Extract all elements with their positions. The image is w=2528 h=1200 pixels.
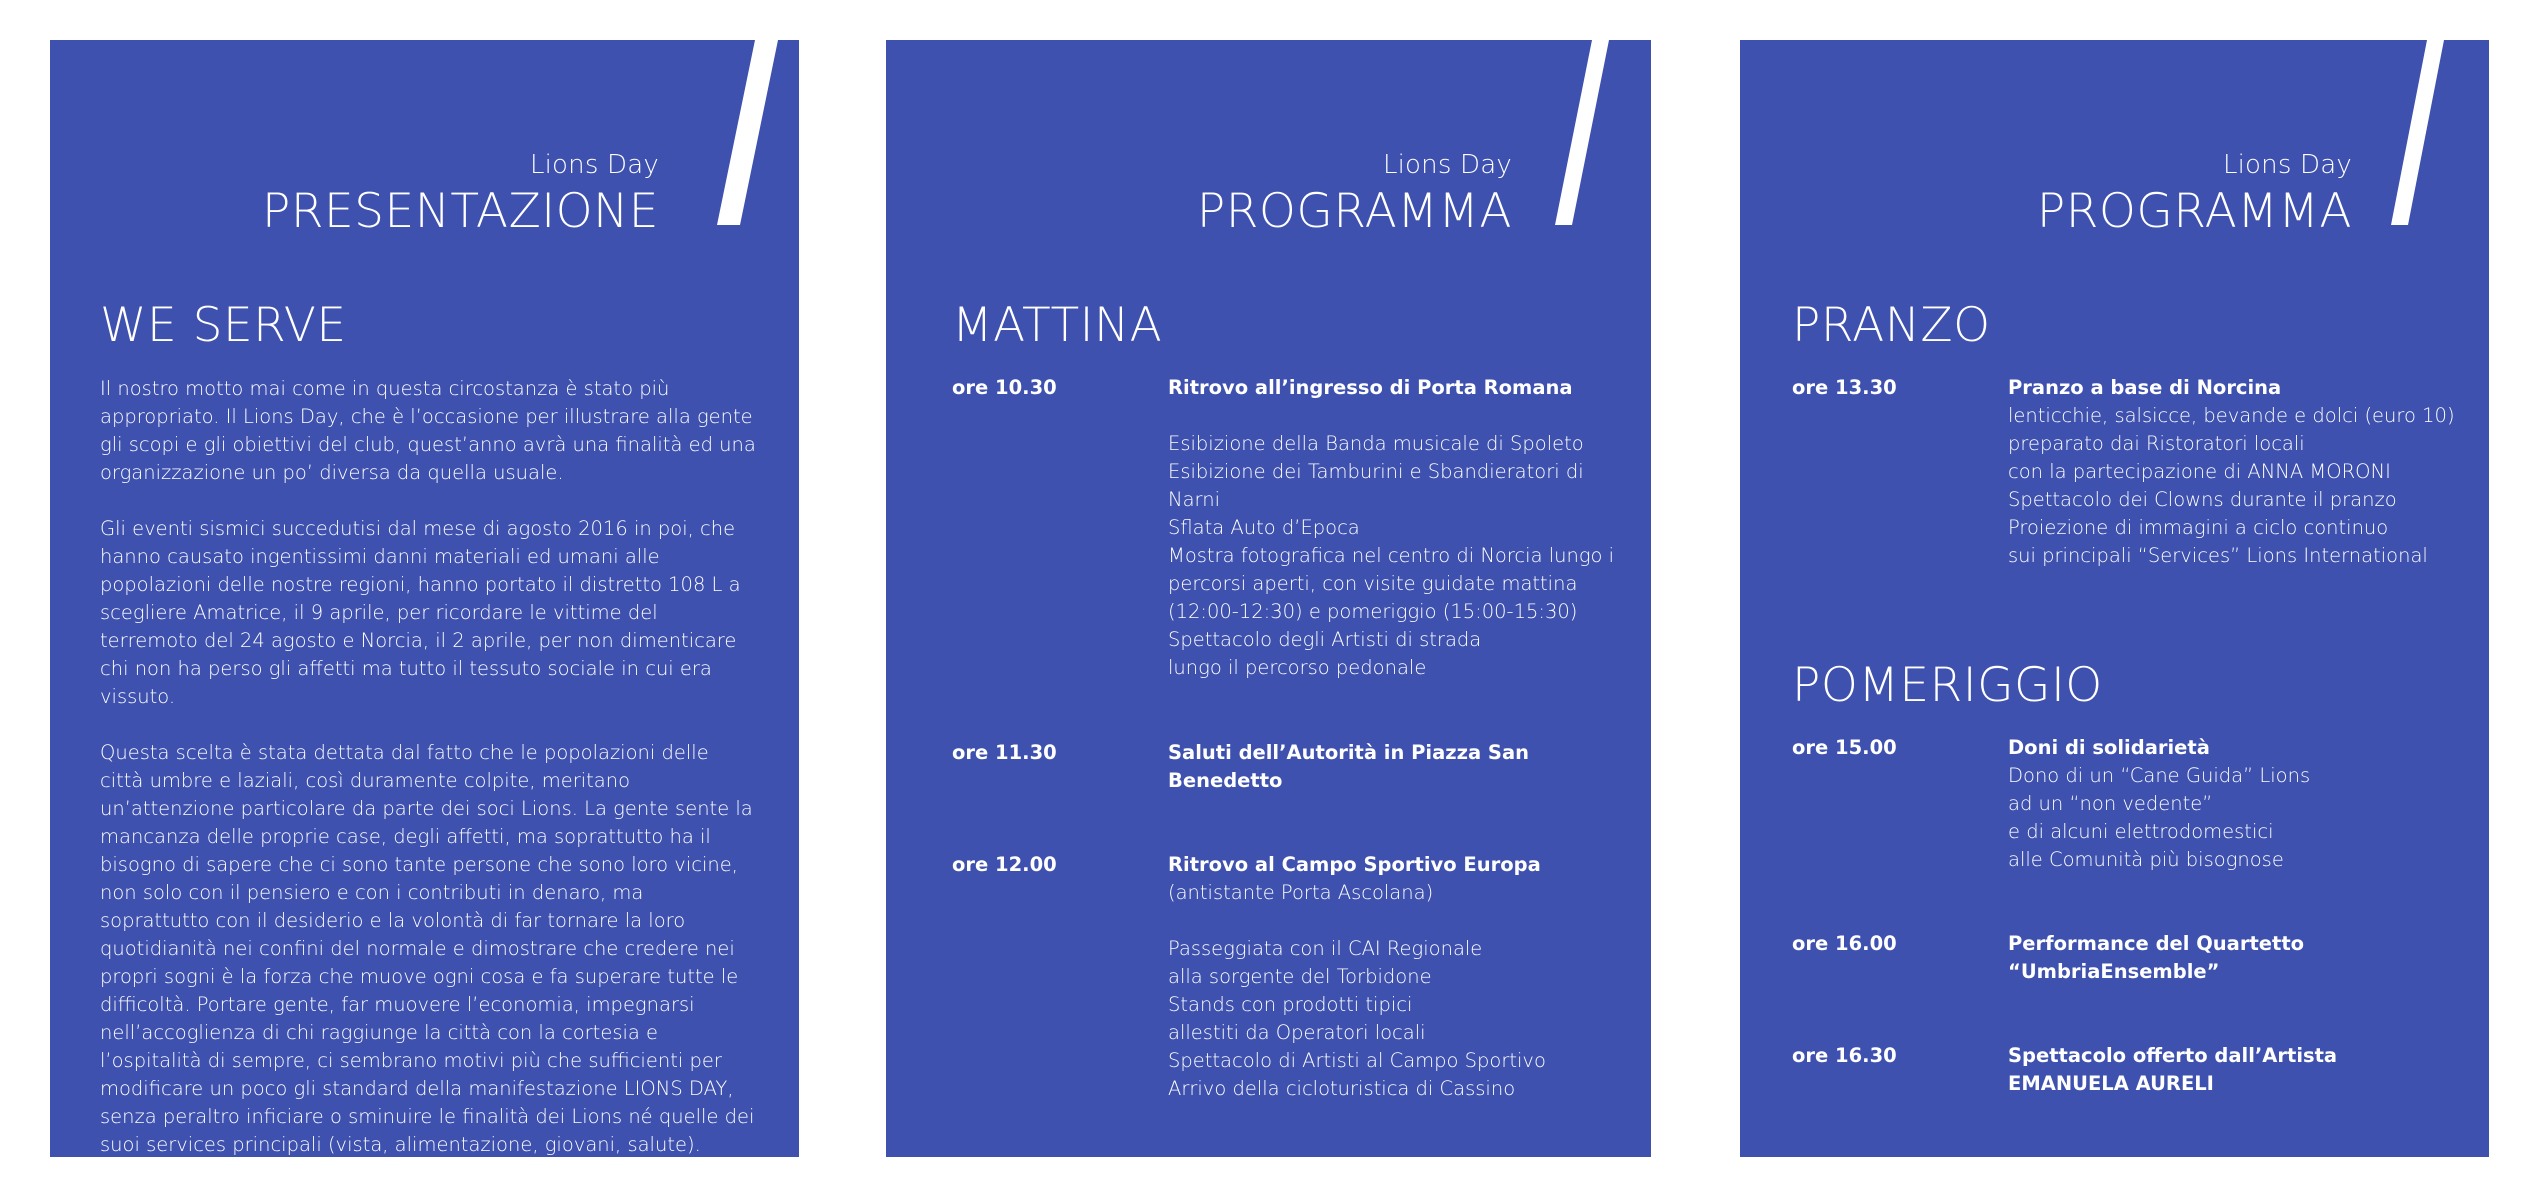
header-subtitle: Lions Day <box>1382 150 1512 180</box>
paragraph: Questa scelta è stata dettata dal fatto che le popolazioni delle città umbre e laziali, così duramente colpite, meritano un’attenzione particolare da parte dei soci Lions. La gente sente la mancanza delle proprie case, degli affetti, ma soprattutto ha il bisogno di sapere che ci sono tante persone che sono loro vicine, non solo con il pensiero e con i contributi in denaro, ma soprattutto con il desiderio e la volontà di far tornare la loro quotidianità nei confini del normale e dimostrare che credere nei propri sogni è la forza che muove ogni cosa e fa superare tutte le difficoltà. Portare gente, far muovere l’economia, impegnarsi nell’accoglienza di chi raggiunge la città con la cortesia e l’ospitalità di sempre, ci sembrano motivi più che sufficienti per modificare un poco gli standard della manifestazione LIONS DAY, senza peraltro inficiare o sminuire le finalità dei Lions né quelle dei suoi services principali (vista, alimentazione, giovani, salute). <box>100 741 755 1156</box>
event-line: Proiezione di immagini a ciclo continuo <box>2008 516 2389 539</box>
event-subtitle: (antistante Porta Ascolana) <box>1168 881 1434 904</box>
event-title: Performance del Quartetto <box>2008 932 2305 955</box>
panel-presentazione <box>50 40 799 1157</box>
event-line: con la partecipazione di ANNA MORONI <box>2008 460 2391 483</box>
event-entry <box>2008 930 2478 986</box>
event-line: e di alcuni elettrodomestici <box>2008 820 2274 843</box>
header-subtitle: Lions Day <box>529 150 659 180</box>
event-time: ore 16.30 <box>1792 1044 1897 1067</box>
event-title: Ritrovo al Campo Sportivo Europa <box>1168 853 1541 876</box>
panel-programma-mattina <box>886 40 1651 1157</box>
event-line: Esibizione della Banda musicale di Spoleto <box>1168 432 1584 455</box>
header-title: PROGRAMMA <box>1196 184 1512 239</box>
event-entry <box>2008 734 2478 874</box>
event-title: Spettacolo offerto dall’Artista <box>2008 1044 2338 1067</box>
event-line: lungo il percorso pedonale <box>1168 656 1427 679</box>
event-line: allestiti da Operatori locali <box>1168 1021 1426 1044</box>
panel-header <box>2036 150 2352 239</box>
event-entry <box>1168 739 1638 795</box>
event-line: Arrivo della cicloturistica di Cassino <box>1168 1077 1516 1100</box>
event-line: ad un “non vedente” <box>2008 792 2213 815</box>
section-title-pomeriggio: POMERIGGIO <box>1792 658 2103 713</box>
event-line: sui principali “Services” Lions International <box>2008 544 2428 567</box>
event-line: (12:00-12:30) e pomeriggio (15:00-15:30) <box>1168 600 1578 623</box>
event-title: Saluti dell’Autorità in Piazza San Benedetto <box>1168 741 1530 792</box>
event-time: ore 11.30 <box>952 741 1057 764</box>
event-time: ore 16.00 <box>1792 932 1897 955</box>
header-title: PROGRAMMA <box>2036 184 2352 239</box>
event-time: ore 12.00 <box>952 853 1057 876</box>
header-subtitle: Lions Day <box>2222 150 2352 180</box>
paragraph: Gli eventi sismici succedutisi dal mese di agosto 2016 in poi, che hanno causato ingentissimi danni materiali ed umani alle popolazioni delle nostre regioni, hanno portato il distretto 108 L a scegliere Amatrice, il 9 aprile, per ricordare le vittime del terremoto del 24 agosto e Norcia, il 2 aprile, per non dimenticare chi non ha perso gli affetti ma tutto il tessuto sociale in cui era vissuto. <box>100 517 741 708</box>
event-entry <box>1168 374 1638 682</box>
panel-programma-pomeriggio <box>1740 40 2489 1157</box>
event-line: Spettacolo dei Clowns durante il pranzo <box>2008 488 2397 511</box>
event-line: alle Comunità più bisognose <box>2008 848 2284 871</box>
event-line: Mostra fotografica nel centro di Norcia lungo i <box>1168 544 1615 567</box>
event-line: Esibizione dei Tamburini e Sbandieratori di Narni <box>1168 460 1584 511</box>
event-line: Sflata Auto d’Epoca <box>1168 516 1360 539</box>
event-line: percorsi aperti, con visite guidate mattina <box>1168 572 1578 595</box>
event-title: Ritrovo all’ingresso di Porta Romana <box>1168 376 1573 399</box>
event-line: Spettacolo degli Artisti di strada <box>1168 628 1482 651</box>
event-title: “UmbriaEnsemble” <box>2008 960 2220 983</box>
event-line: Stands con prodotti tipici <box>1168 993 1413 1016</box>
panel-header <box>261 150 659 239</box>
presentation-text <box>100 375 756 1157</box>
event-line: Spettacolo di Artisti al Campo Sportivo <box>1168 1049 1546 1072</box>
paragraph: Il nostro motto mai come in questa circostanza è stato più appropriato. Il Lions Day, che è l’occasione per illustrare alla gente gli scopi e gli obiettivi del club, quest’anno avrà una finalità ed una organizzazione un po’ diversa da quella usuale. <box>100 377 756 484</box>
event-title: Doni di solidarietà <box>2008 736 2210 759</box>
event-time: ore 10.30 <box>952 376 1057 399</box>
event-line: lenticchie, salsicce, bevande e dolci (euro 10) <box>2008 404 2455 427</box>
event-line: Passeggiata con il CAI Regionale <box>1168 937 1483 960</box>
event-line: alla sorgente del Torbidone <box>1168 965 1432 988</box>
panel-header <box>1196 150 1512 239</box>
section-title-mattina: MATTINA <box>952 298 1163 353</box>
section-title-pranzo: PRANZO <box>1792 298 1991 353</box>
event-entry <box>1168 851 1638 1103</box>
event-line: Dono di un “Cane Guida” Lions <box>2008 764 2311 787</box>
section-title-we-serve: WE SERVE <box>100 298 347 353</box>
header-title: PRESENTAZIONE <box>261 184 659 239</box>
event-line: preparato dai Ristoratori locali <box>2008 432 2305 455</box>
event-entry <box>2008 1042 2478 1098</box>
event-time: ore 13.30 <box>1792 376 1897 399</box>
event-title: EMANUELA AURELI <box>2008 1072 2214 1095</box>
event-title: Pranzo a base di Norcina <box>2008 376 2282 399</box>
event-time: ore 15.00 <box>1792 736 1897 759</box>
event-entry <box>2008 374 2478 570</box>
